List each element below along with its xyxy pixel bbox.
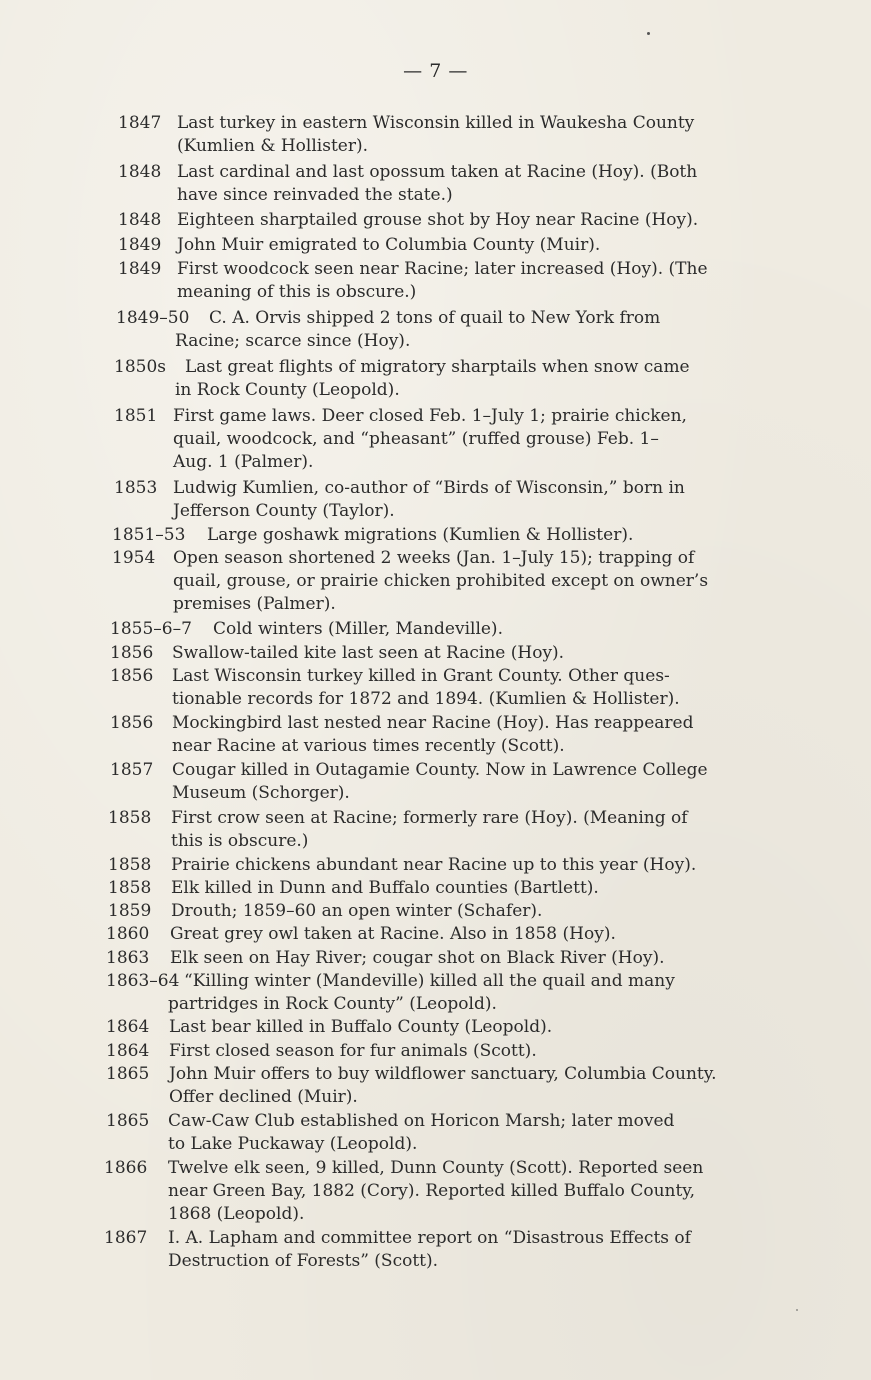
entry-text-line: Open season shortened 2 weeks (Jan. 1–July 15); trapping of xyxy=(173,548,695,568)
entry-text-line: Last bear killed in Buffalo County (Leopold). xyxy=(169,1017,553,1037)
entry-text-line: I. A. Lapham and committee report on “Disastrous Effects of xyxy=(168,1228,691,1248)
entry-text-line: have since reinvaded the state.) xyxy=(177,185,453,205)
entry-year: 1853 xyxy=(114,478,158,498)
entry-text-line: partridges in Rock County” (Leopold). xyxy=(168,994,497,1014)
entry-text-line: Last great flights of migratory sharptails when snow came xyxy=(185,357,690,377)
entry-text-line: quail, grouse, or prairie chicken prohibited except on owner’s xyxy=(173,571,709,591)
entry-text-line: First crow seen at Racine; formerly rare (Hoy). (Meaning of xyxy=(171,808,688,828)
entry-year: 1857 xyxy=(110,760,154,780)
entry-text-line: 1868 (Leopold). xyxy=(168,1204,305,1224)
entry-year: 1849–50 xyxy=(116,308,190,328)
entry-text-line: First woodcock seen near Racine; later increased (Hoy). (The xyxy=(177,259,708,279)
entry-year: 1865 xyxy=(106,1064,150,1084)
entry-text-line: First game laws. Deer closed Feb. 1–July 1; prairie chicken, xyxy=(173,406,687,426)
entry-year: 1847 xyxy=(118,113,162,133)
entry-text-line: Eighteen sharptailed grouse shot by Hoy near Racine (Hoy). xyxy=(177,210,699,230)
entry-year: 1860 xyxy=(106,924,150,944)
entry-text-line: Drouth; 1859–60 an open winter (Schafer). xyxy=(171,901,543,921)
entry-text-line: meaning of this is obscure.) xyxy=(177,282,417,302)
entry-year: 1848 xyxy=(118,210,162,230)
entry-text-line: Offer declined (Muir). xyxy=(169,1087,358,1107)
entry-text-line: Cold winters (Miller, Mandeville). xyxy=(213,619,503,639)
entry-year: 1858 xyxy=(108,878,152,898)
entry-text-line: Cougar killed in Outagamie County. Now in Lawrence College xyxy=(172,760,708,780)
entry-text-line: John Muir emigrated to Columbia County (Muir). xyxy=(177,235,601,255)
ink-speck xyxy=(647,32,650,35)
entry-year: 1864 xyxy=(106,1017,150,1037)
entry-text-line: Aug. 1 (Palmer). xyxy=(173,452,314,472)
entry-text-line: quail, woodcock, and “pheasant” (ruffed grouse) Feb. 1– xyxy=(173,429,659,449)
entry-year: 1863 xyxy=(106,948,150,968)
entry-year: 1851 xyxy=(114,406,158,426)
entry-text-line: Jefferson County (Taylor). xyxy=(173,501,395,521)
entry-text-line: near Racine at various times recently (Scott). xyxy=(172,736,565,756)
entry-year: 1863–64 xyxy=(106,971,180,991)
entry-year: 1848 xyxy=(118,162,162,182)
entry-year: 1867 xyxy=(104,1228,148,1248)
entry-text-line: C. A. Orvis shipped 2 tons of quail to New York from xyxy=(209,308,661,328)
entry-text-line: “Killing winter (Mandeville) killed all the quail and many xyxy=(184,971,675,991)
entry-year: 1856 xyxy=(110,713,154,733)
entry-text-line: Swallow-tailed kite last seen at Racine (Hoy). xyxy=(172,643,565,663)
entry-text-line: Twelve elk seen, 9 killed, Dunn County (Scott). Reported seen xyxy=(168,1158,704,1178)
entry-text-line: Last Wisconsin turkey killed in Grant County. Other ques- xyxy=(172,666,670,686)
entry-text-line: to Lake Puckaway (Leopold). xyxy=(168,1134,418,1154)
entry-text-line: tionable records for 1872 and 1894. (Kumlien & Hollister). xyxy=(172,689,680,709)
entry-year: 1859 xyxy=(108,901,152,921)
entry-text-line: Museum (Schorger). xyxy=(172,783,350,803)
entry-text-line: near Green Bay, 1882 (Cory). Reported killed Buffalo County, xyxy=(168,1181,696,1201)
entry-text-line: premises (Palmer). xyxy=(173,594,336,614)
entry-text-line: Last turkey in eastern Wisconsin killed in Waukesha County xyxy=(177,113,695,133)
entry-year: 1850s xyxy=(114,357,166,377)
entry-year: 1864 xyxy=(106,1041,150,1061)
entry-year: 1866 xyxy=(104,1158,148,1178)
entry-year: 1856 xyxy=(110,643,154,663)
entry-text-line: Prairie chickens abundant near Racine up to this year (Hoy). xyxy=(171,855,697,875)
entry-text-line: Ludwig Kumlien, co-author of “Birds of Wisconsin,” born in xyxy=(173,478,685,498)
entry-year: 1865 xyxy=(106,1111,150,1131)
entry-year: 1858 xyxy=(108,808,152,828)
entry-text-line: Elk seen on Hay River; cougar shot on Black River (Hoy). xyxy=(170,948,665,968)
entry-text-line: (Kumlien & Hollister). xyxy=(177,136,369,156)
entry-text-line: John Muir offers to buy wildflower sanctuary, Columbia County. xyxy=(169,1064,717,1084)
ink-speck xyxy=(796,1309,798,1311)
entry-text-line: Large goshawk migrations (Kumlien & Hollister). xyxy=(207,525,634,545)
entry-year: 1849 xyxy=(118,259,162,279)
entry-text-line: Destruction of Forests” (Scott). xyxy=(168,1251,439,1271)
entry-text-line: in Rock County (Leopold). xyxy=(175,380,400,400)
entry-text-line: Caw-Caw Club established on Horicon Marsh; later moved xyxy=(168,1111,675,1131)
page-number: — 7 — xyxy=(403,60,468,82)
entry-text-line: Great grey owl taken at Racine. Also in 1858 (Hoy). xyxy=(170,924,616,944)
entry-year: 1856 xyxy=(110,666,154,686)
entry-text-line: Racine; scarce since (Hoy). xyxy=(175,331,411,351)
entry-year: 1849 xyxy=(118,235,162,255)
entry-text-line: Last cardinal and last opossum taken at Racine (Hoy). (Both xyxy=(177,162,698,182)
entry-year: 1851–53 xyxy=(112,525,186,545)
entry-year: 1858 xyxy=(108,855,152,875)
entry-text-line: Mockingbird last nested near Racine (Hoy). Has reappeared xyxy=(172,713,694,733)
entry-year: 1855–6–7 xyxy=(110,619,192,639)
entry-text-line: this is obscure.) xyxy=(171,831,309,851)
entry-text-line: First closed season for fur animals (Scott). xyxy=(169,1041,537,1061)
entry-text-line: Elk killed in Dunn and Buffalo counties (Bartlett). xyxy=(171,878,599,898)
entry-year: 1954 xyxy=(112,548,156,568)
